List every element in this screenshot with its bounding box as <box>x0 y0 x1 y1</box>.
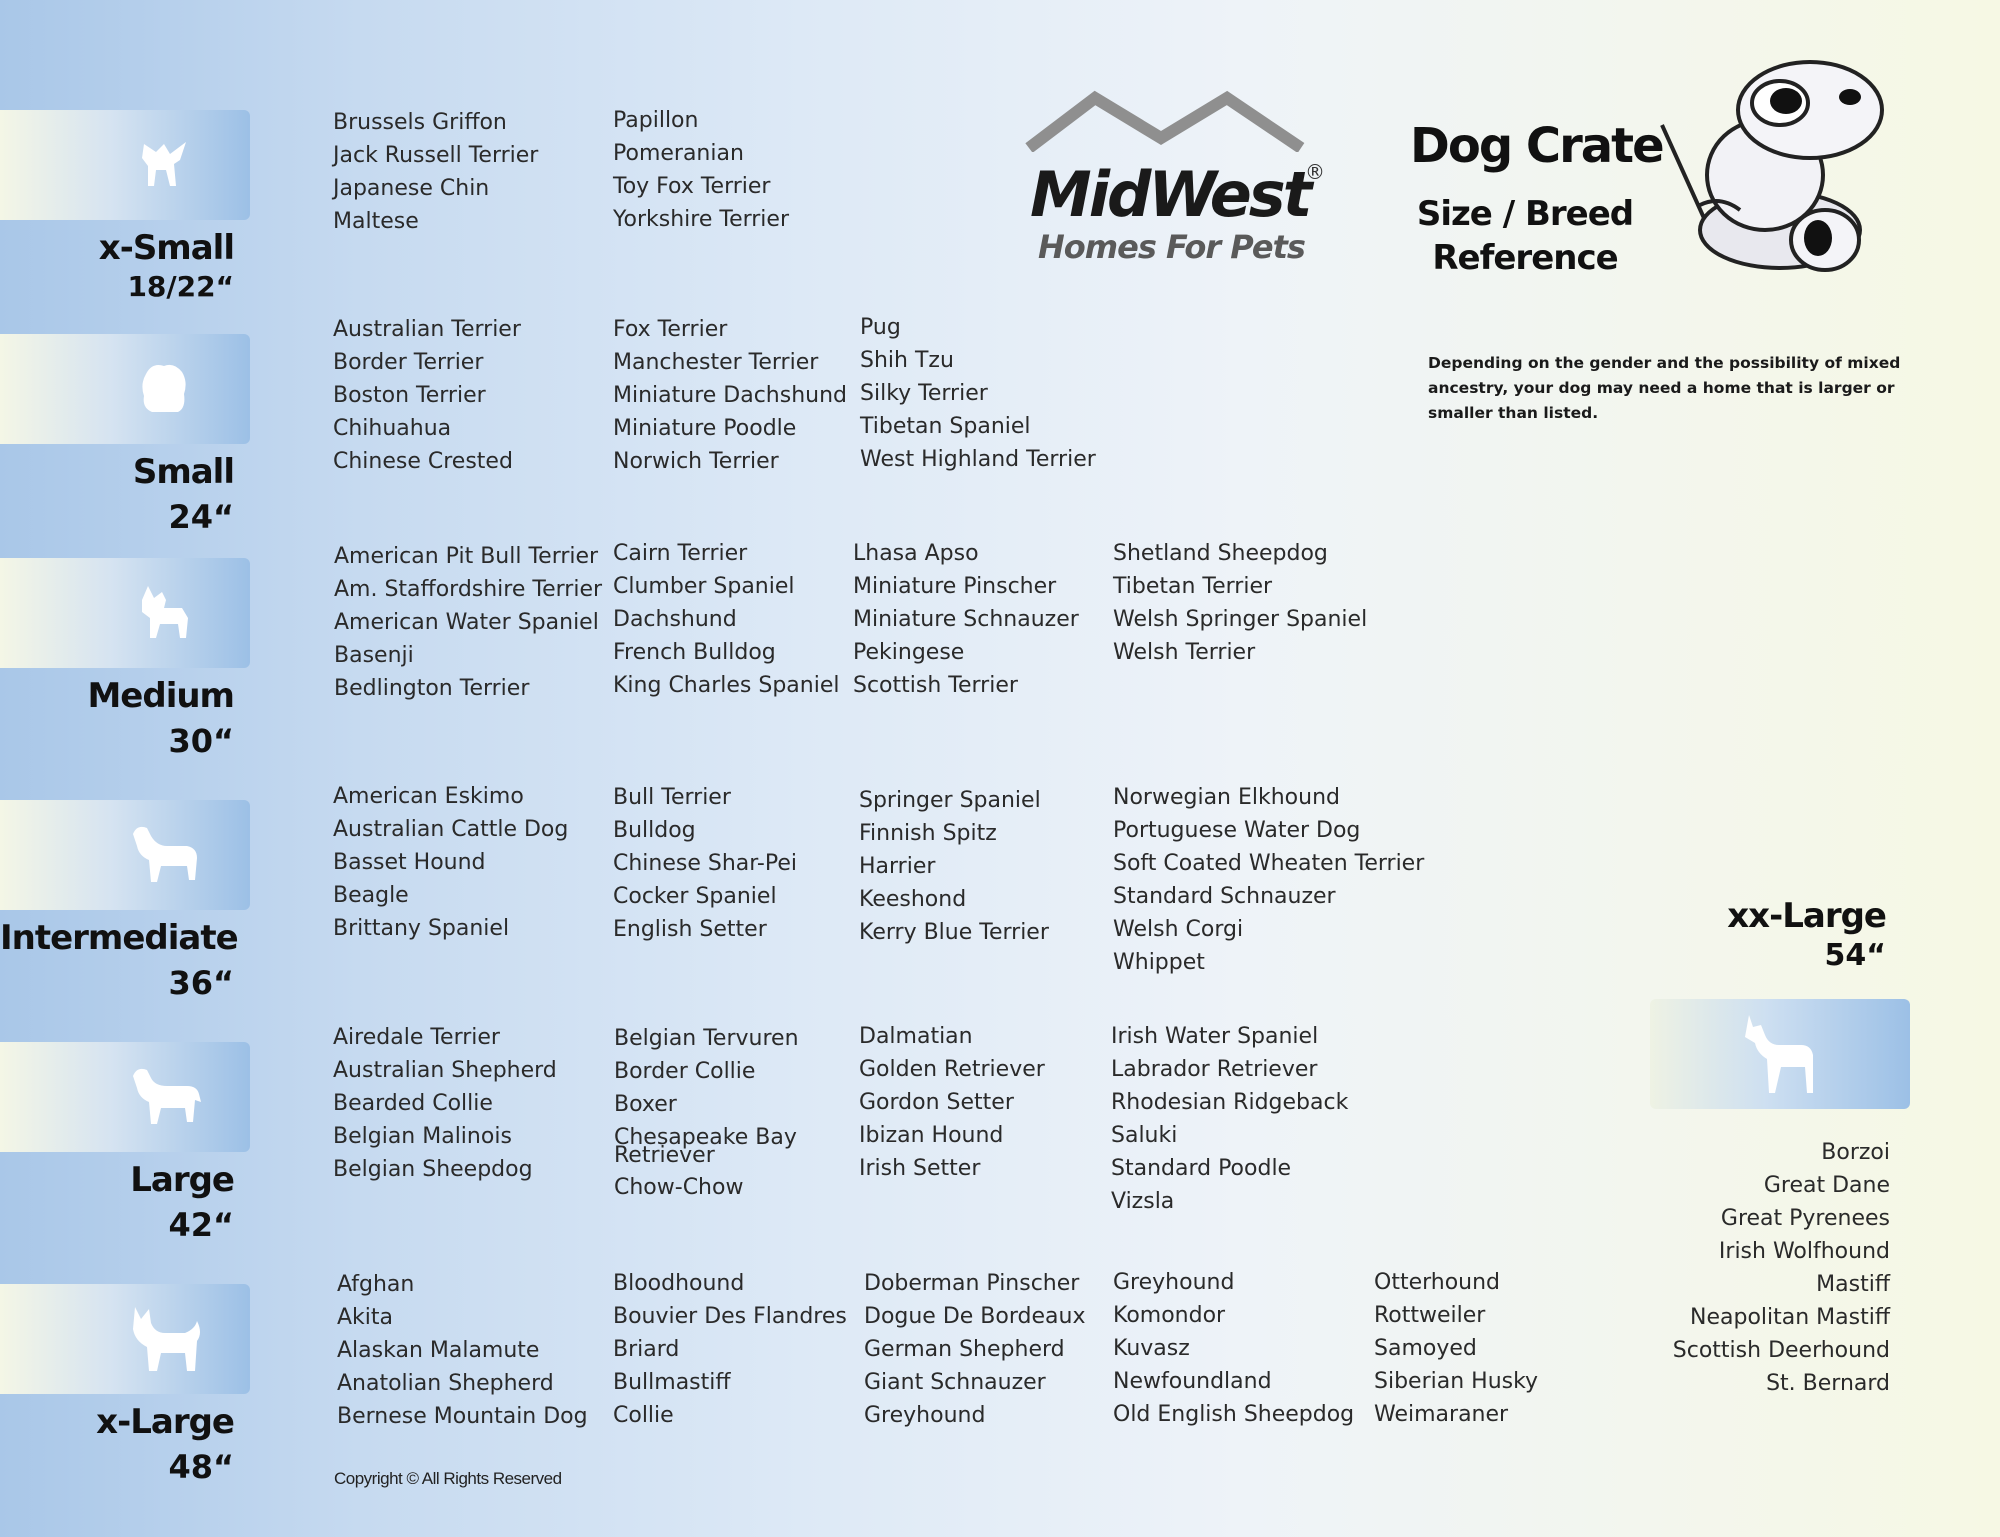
size-tab-xx-large <box>1650 999 1910 1109</box>
breed-item: Greyhound <box>864 1403 986 1428</box>
breed-item: American Eskimo <box>333 784 524 809</box>
size-inches-x-small: 18/22“ <box>127 270 234 303</box>
breed-item: Keeshond <box>859 887 967 912</box>
breed-item: Maltese <box>333 209 419 234</box>
breed-item: West Highland Terrier <box>860 447 1096 472</box>
shih-tzu-silhouette-icon <box>130 354 200 424</box>
breed-item: Welsh Springer Spaniel <box>1113 607 1368 632</box>
papillon-silhouette-icon <box>130 130 200 200</box>
breed-item: Bouvier Des Flandres <box>613 1304 847 1329</box>
size-note: Depending on the gender and the possibility of mixed ancestry, your dog may need a home that is larger or smaller than listed. <box>1428 354 1901 422</box>
breed-item: Yorkshire Terrier <box>613 207 789 232</box>
breed-item: Rottweiler <box>1374 1303 1486 1328</box>
breed-item: Chinese Shar-Pei <box>613 851 797 876</box>
westie-silhouette-icon <box>130 578 200 648</box>
breed-item: Australian Terrier <box>333 317 521 342</box>
size-tab-intermediate <box>0 800 250 910</box>
breed-item: Dalmatian <box>859 1024 973 1049</box>
breed-item: Miniature Schnauzer <box>853 607 1079 632</box>
breed-item: Weimaraner <box>1374 1402 1509 1427</box>
breed-item: Dogue De Bordeaux <box>864 1304 1086 1329</box>
size-name-intermediate: Intermediate <box>0 918 238 958</box>
breed-item: Brittany Spaniel <box>333 916 510 941</box>
breed-item: Irish Water Spaniel <box>1111 1024 1319 1049</box>
breed-item: Whippet <box>1113 950 1205 975</box>
breed-item: Retriever <box>614 1143 715 1168</box>
breed-item: Bulldog <box>613 818 696 843</box>
breed-item: Soft Coated Wheaten Terrier <box>1113 851 1425 876</box>
page-subtitle: Size / Breed Reference <box>1416 194 1634 278</box>
dog-mascot-icon <box>1660 55 1900 295</box>
breed-item: Papillon <box>613 108 699 133</box>
breed-item: Shetland Sheepdog <box>1113 541 1328 566</box>
size-inches-large: 42“ <box>168 1206 234 1244</box>
breed-item: Ibizan Hound <box>859 1123 1004 1148</box>
size-inches-medium: 30“ <box>168 722 234 760</box>
size-inches-xx-large: 54“ <box>1824 938 1886 973</box>
breed-item: Bullmastiff <box>613 1370 731 1395</box>
breed-item: Collie <box>613 1403 674 1428</box>
breed-item: Bull Terrier <box>613 785 731 810</box>
breed-list-x-large-col3 <box>864 1267 1085 1432</box>
breed-item: Basset Hound <box>333 850 486 875</box>
breed-item: Chihuahua <box>333 416 452 441</box>
breed-item: Siberian Husky <box>1374 1369 1539 1394</box>
breed-item: Airedale Terrier <box>333 1025 500 1050</box>
breed-item: Irish Wolfhound <box>1718 1239 1890 1264</box>
breed-item: Chesapeake Bay <box>614 1125 797 1150</box>
breed-item: Clumber Spaniel <box>613 574 795 599</box>
breed-item: Neapolitan Mastiff <box>1690 1305 1890 1330</box>
breed-item: Brussels Griffon <box>333 110 507 135</box>
breed-list-medium-col4 <box>1113 537 1367 669</box>
breed-list-intermediate-col4 <box>1113 781 1424 979</box>
size-tab-large <box>0 1042 250 1152</box>
breed-item: Doberman Pinscher <box>864 1271 1080 1296</box>
breed-item: Standard Schnauzer <box>1113 884 1336 909</box>
breed-item: German Shepherd <box>864 1337 1065 1362</box>
breed-list-intermediate-col2 <box>613 781 797 946</box>
breed-item: Belgian Tervuren <box>614 1026 799 1051</box>
size-name-medium: Medium <box>87 676 234 716</box>
breed-item: Silky Terrier <box>860 381 988 406</box>
breed-item: Irish Setter <box>859 1156 981 1181</box>
logo-wordmark: MidWest <box>1030 158 1310 231</box>
breed-item: Beagle <box>333 883 409 908</box>
breed-list-small-col3 <box>860 311 1096 476</box>
size-name-xx-large: xx-Large <box>1727 896 1886 936</box>
great-dane-silhouette-icon <box>1735 1009 1825 1099</box>
breed-item: Pug <box>860 315 901 340</box>
breed-item: Vizsla <box>1111 1189 1175 1214</box>
breed-item: Am. Staffordshire Terrier <box>334 577 603 602</box>
breed-item: Border Terrier <box>333 350 484 375</box>
breed-item: Bedlington Terrier <box>334 676 530 701</box>
breed-item: Giant Schnauzer <box>864 1370 1046 1395</box>
breed-item: Belgian Sheepdog <box>333 1157 533 1182</box>
breed-item: King Charles Spaniel <box>613 673 840 698</box>
breed-list-large-col3 <box>859 1020 1045 1185</box>
breed-item: Bearded Collie <box>333 1091 493 1116</box>
breed-item: Toy Fox Terrier <box>613 174 771 199</box>
spaniel-silhouette-icon <box>127 820 203 890</box>
breed-list-x-small-col2 <box>613 104 789 236</box>
size-tab-small <box>0 334 250 444</box>
breed-item: French Bulldog <box>613 640 776 665</box>
retriever-silhouette-icon <box>125 1062 205 1132</box>
breed-list-large-col1 <box>333 1021 557 1186</box>
breed-item: Great Dane <box>1763 1173 1890 1198</box>
breed-item: Afghan <box>337 1272 415 1297</box>
breed-item: Tibetan Terrier <box>1113 574 1273 599</box>
breed-item: Border Collie <box>614 1059 756 1084</box>
breed-item: Akita <box>337 1305 394 1330</box>
breed-item: Springer Spaniel <box>859 788 1041 813</box>
page-title: Dog Crate <box>1410 118 1663 174</box>
size-inches-small: 24“ <box>168 498 234 536</box>
breed-item: Briard <box>613 1337 680 1362</box>
breed-item: Bloodhound <box>613 1271 745 1296</box>
breed-item: Chow-Chow <box>614 1175 744 1200</box>
breed-item: Tibetan Spaniel <box>860 414 1031 439</box>
breed-item: Rhodesian Ridgeback <box>1111 1090 1349 1115</box>
breed-item: American Pit Bull Terrier <box>334 544 599 569</box>
breed-list-x-small-col1 <box>333 106 538 238</box>
breed-list-medium-col2 <box>613 537 840 702</box>
breed-item: Chinese Crested <box>333 449 513 474</box>
breed-item: Anatolian Shepherd <box>337 1371 554 1396</box>
breed-item: Gordon Setter <box>859 1090 1014 1115</box>
breed-item: Harrier <box>859 854 936 879</box>
breed-item: American Water Spaniel <box>334 610 599 635</box>
logo-roof-icon <box>1025 90 1307 152</box>
breed-list-x-large-col5 <box>1374 1266 1538 1431</box>
breed-item: Bernese Mountain Dog <box>337 1404 588 1429</box>
size-tab-medium <box>0 558 250 668</box>
breed-item: Boston Terrier <box>333 383 486 408</box>
size-name-x-small: x-Small <box>98 228 234 268</box>
breed-item: Standard Poodle <box>1111 1156 1292 1181</box>
breed-item: Cairn Terrier <box>613 541 748 566</box>
breed-item: Mastiff <box>1816 1272 1890 1297</box>
logo-tagline: Homes For Pets <box>1038 228 1305 266</box>
breed-item: Pomeranian <box>613 141 744 166</box>
breed-list-xx-large <box>1640 1136 1890 1400</box>
breed-list-large-col2 <box>614 1022 799 1204</box>
breed-item: Japanese Chin <box>333 176 490 201</box>
breed-item: Cocker Spaniel <box>613 884 777 909</box>
breed-list-small-col1 <box>333 313 521 478</box>
breed-item: Shih Tzu <box>860 348 954 373</box>
breed-item: Welsh Corgi <box>1113 917 1244 942</box>
breed-item: Kerry Blue Terrier <box>859 920 1049 945</box>
size-tab-x-small <box>0 110 250 220</box>
copyright-notice: Copyright © All Rights Reserved <box>334 1469 562 1488</box>
breed-item: Norwegian Elkhound <box>1113 785 1340 810</box>
breed-item: Old English Sheepdog <box>1113 1402 1355 1427</box>
breed-item: Basenji <box>334 643 414 668</box>
size-name-x-large: x-Large <box>96 1402 234 1442</box>
breed-list-large-col4 <box>1111 1020 1348 1218</box>
breed-item: Jack Russell Terrier <box>333 143 539 168</box>
breed-item: Fox Terrier <box>613 317 728 342</box>
breed-item: Dachshund <box>613 607 737 632</box>
breed-list-medium-col3 <box>853 537 1079 702</box>
breed-item: Greyhound <box>1113 1270 1235 1295</box>
breed-list-x-large-col1 <box>337 1268 588 1433</box>
size-name-large: Large <box>130 1160 234 1200</box>
registered-mark: ® <box>1305 160 1325 184</box>
breed-item: Miniature Pinscher <box>853 574 1057 599</box>
breed-list-small-col2 <box>613 313 847 478</box>
size-tab-x-large <box>0 1284 250 1394</box>
breed-list-medium-col1 <box>334 540 602 705</box>
breed-list-intermediate-col3 <box>859 784 1049 949</box>
size-inches-x-large: 48“ <box>168 1448 234 1486</box>
breed-item: Otterhound <box>1374 1270 1501 1295</box>
breed-list-intermediate-col1 <box>333 780 568 945</box>
breed-item: Newfoundland <box>1113 1369 1272 1394</box>
breed-item: Finnish Spitz <box>859 821 997 846</box>
breed-item: Kuvasz <box>1113 1336 1190 1361</box>
breed-item: Belgian Malinois <box>333 1124 512 1149</box>
breed-item: Scottish Deerhound <box>1672 1338 1890 1363</box>
breed-item: Scottish Terrier <box>853 673 1018 698</box>
breed-item: English Setter <box>613 917 767 942</box>
akita-silhouette-icon <box>125 1299 205 1379</box>
breed-item: Miniature Poodle <box>613 416 797 441</box>
breed-item: Miniature Dachshund <box>613 383 848 408</box>
breed-item: Lhasa Apso <box>853 541 979 566</box>
breed-list-x-large-col2 <box>613 1267 847 1432</box>
size-name-small: Small <box>132 452 234 492</box>
breed-item: Boxer <box>614 1092 677 1117</box>
breed-list-x-large-col4 <box>1113 1266 1354 1431</box>
breed-item: Australian Cattle Dog <box>333 817 569 842</box>
breed-item: Great Pyrenees <box>1720 1206 1890 1231</box>
breed-item: Welsh Terrier <box>1113 640 1256 665</box>
breed-item: Manchester Terrier <box>613 350 819 375</box>
breed-item: Komondor <box>1113 1303 1226 1328</box>
breed-item: Portuguese Water Dog <box>1113 818 1361 843</box>
breed-item: St. Bernard <box>1766 1371 1890 1396</box>
breed-item: Samoyed <box>1374 1336 1477 1361</box>
breed-item: Saluki <box>1111 1123 1178 1148</box>
breed-item: Pekingese <box>853 640 965 665</box>
breed-item: Norwich Terrier <box>613 449 779 474</box>
breed-item: Australian Shepherd <box>333 1058 557 1083</box>
size-inches-intermediate: 36“ <box>168 964 234 1002</box>
breed-item: Borzoi <box>1821 1140 1890 1165</box>
breed-item: Alaskan Malamute <box>337 1338 540 1363</box>
breed-item: Labrador Retriever <box>1111 1057 1318 1082</box>
breed-item: Golden Retriever <box>859 1057 1045 1082</box>
